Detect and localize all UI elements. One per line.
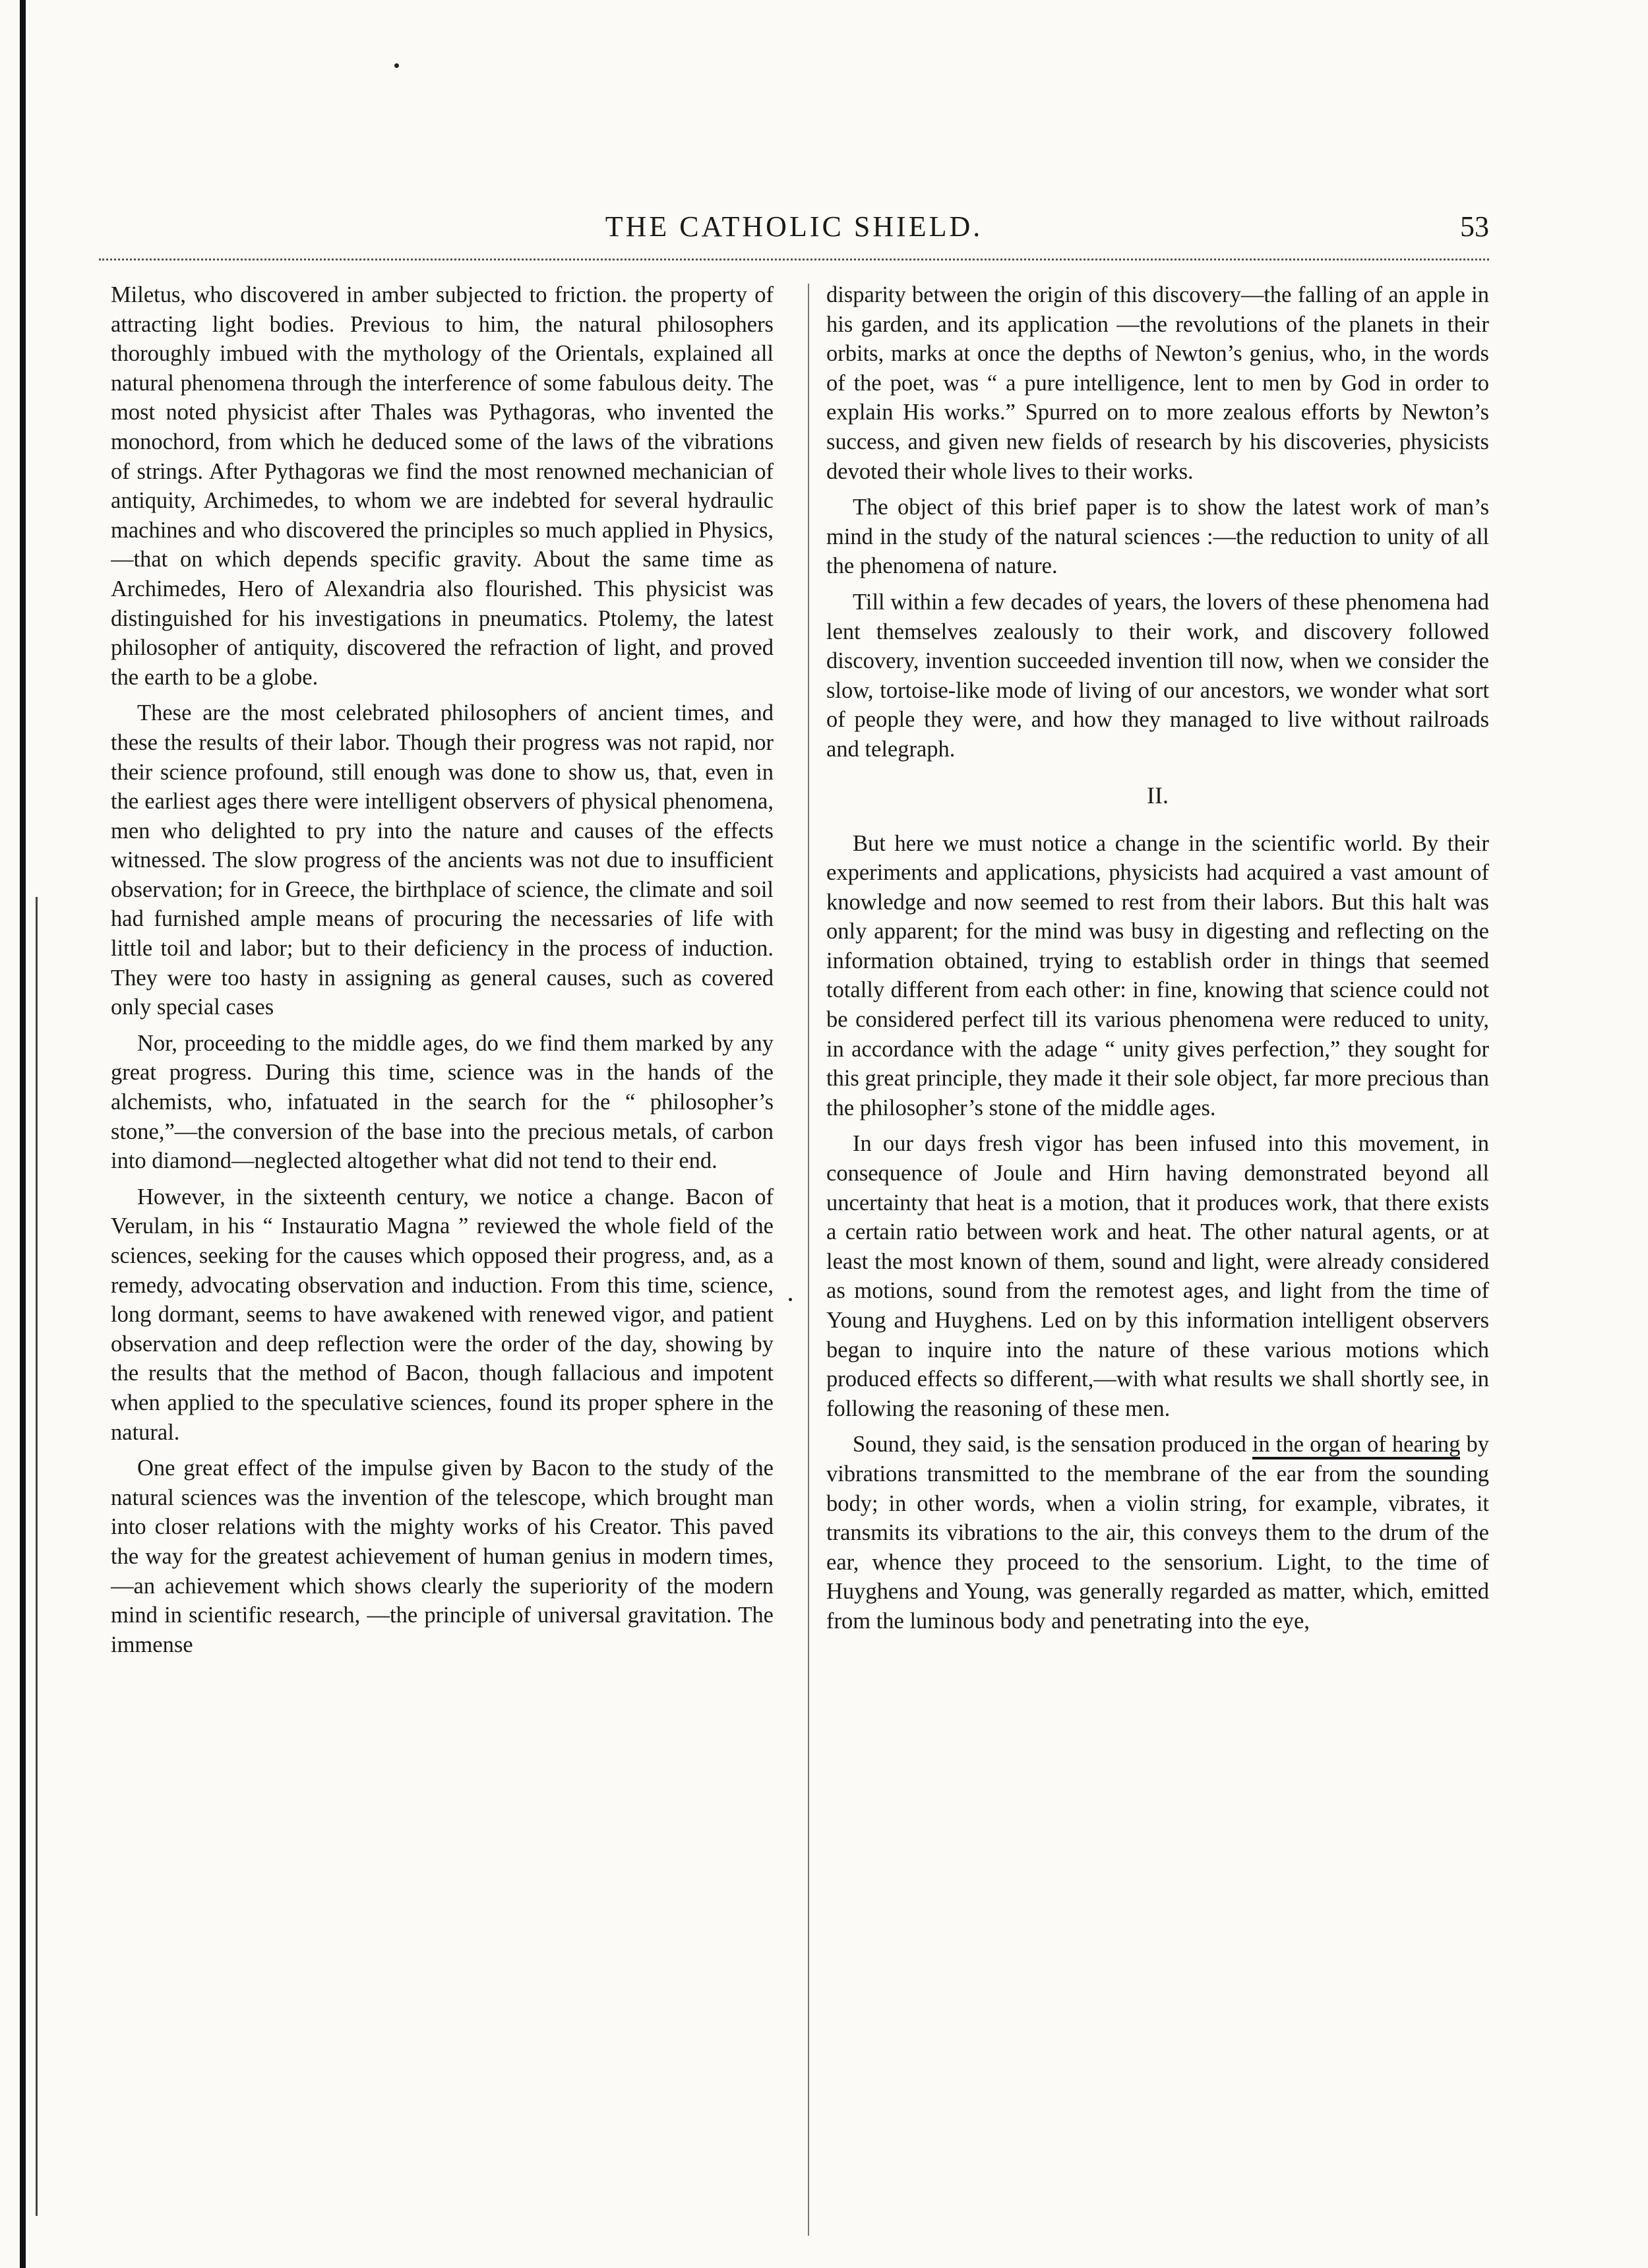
paragraph: Till within a few decades of years, the lovers of these phenomena had lent themselves zealously to their work, and discovery followed discovery, invention succeeded invention till now, when we consider the slow, tortoise-like mode of living of our ancestors, we wonder what sort of people they were, and how they managed to live without railroads and telegraph. [826, 589, 1489, 762]
text-run: by vibrations transmitted to the membrane of the ear from the sounding body; in other words, when a violin string, for example, vibrates, it transmits its vibrations to the air, this conveys them to the drum of the ear, whence they proceed to the sensorium. Light, to the time of Huyghens and Young, was generally regarded as matter, which, emitted from the luminous body and penetrating into the eye, [826, 1432, 1489, 1634]
running-head: THE CATHOLIC SHIELD. [605, 210, 983, 243]
binding-edge-rule [20, 0, 26, 2268]
page-header [99, 210, 1489, 249]
right-column [826, 280, 1489, 2246]
paragraph: Nor, proceeding to the middle ages, do we find them marked by any great progress. During this time, science was in the hands of the alchemists, who, infatuated in the search for the “ philosopher’s stone,”—the conversion of the base into the precious metals, of carbon into diamond—neglected altogether what did not tend to their end. [111, 1030, 774, 1174]
ink-speck [394, 63, 399, 68]
paragraph: In our days fresh vigor has been infused into this movement, in consequence of Joule and Hirn having demonstrated beyond all uncertainty that heat is a motion, that it produces work, that there exists a certain ratio between work and heat. The other natural agents, or at least the most known of them, sound and light, were already considered as motions, sound from the remotest ages, and light from the time of Young and Huyghens. Led on by this information intelligent observers began to inquire into the nature of these various motions which produced effects so different,—with what results we shall shortly see, in following the reasoning of these men. [826, 1131, 1489, 1421]
page-number: 53 [1460, 210, 1489, 243]
paragraph: However, in the sixteenth century, we notice a change. Bacon of Verulam, in his “ Instauratio Magna ” reviewed the whole field of the sciences, seeking for the causes which opposed their progress, and, as a remedy, advocating observation and induction. From this time, science, long dormant, seems to have awakened with renewed vigor, and patient observation and deep reflection were the order of the day, showing by the results that the method of Bacon, though fallacious and impotent when applied to the speculative sciences, found its proper sphere in the natural. [111, 1184, 774, 1445]
header-rule [99, 259, 1489, 262]
handwritten-underline: in the organ of hearing [1252, 1432, 1460, 1459]
paragraph: One great effect of the impulse given by Bacon to the study of the natural sciences was the invention of the telescope, which brought man into closer relations with the mighty works of his Creator. This paved the way for the greatest achievement of human genius in modern times,—an achievement which shows clearly the superiority of the modern mind in scientific research, —the principle of universal gravitation. The immense [111, 1456, 774, 1657]
text-columns [111, 280, 1489, 2246]
binding-edge-shadow [36, 897, 38, 2216]
paragraph-with-annotation [826, 1430, 1489, 1636]
section-numeral: II. [1147, 782, 1169, 809]
paragraph: These are the most celebrated philosophers of ancient times, and these the results of their labor. Though their progress was not rapid, nor their science profound, still enough was done to show us, that, even in the earliest ages there were intelligent observers of physical phenomena, men who delighted to pry into the nature and causes of the effects witnessed. The slow progress of the ancients was not due to insufficient observation; for in Greece, the birthplace of science, the climate and soil had furnished ample means of procuring the necessaries of life with little toil and labor; but to their deficiency in the process of induction. They were too hasty in assigning as general causes, such as covered only special cases [111, 700, 774, 1020]
paragraph: But here we must notice a change in the scientific world. By their experiments and applications, physicists had acquired a vast amount of knowledge and now seemed to rest from their labors. But this halt was only apparent; for the mind was busy in digesting and reflecting on the information obtained, trying to establish order in things that seemed totally different from each other: in fine, knowing that science could not be considered perfect till its various phenomena were reduced to unity, in accordance with the adage “ unity gives perfection,” they sought for this great principle, they made it their sole object, far more precious than the philosopher’s stone of the middle ages. [826, 830, 1489, 1120]
paragraph: The object of this brief paper is to show the latest work of man’s mind in the study of the natural sciences :—the reduction to unity of all the phenomena of nature. [826, 495, 1489, 579]
left-column [111, 280, 774, 2246]
paragraph: Miletus, who discovered in amber subjected to friction. the property of attracting light bodies. Previous to him, the natural philosophers thoroughly imbued with the mythology of the Orientals, explained all natural phenomena through the interference of some fabulous deity. The most noted physicist after Thales was Pythagoras, who invented the monochord, from which he deduced some of the laws of the vibrations of strings. After Pythagoras we find the most renowned mechanician of antiquity, Archimedes, to whom we are indebted for several hydraulic machines and who discovered the principles so much applied in Physics,—that on which depends specific gravity. About the same time as Archimedes, Hero of Alexandria also flourished. This physicist was distinguished for his investigations in pneumatics. Ptolemy, the latest philosopher of antiquity, discovered the refraction of light, and proved the earth to be a globe. [111, 282, 774, 690]
paragraph: disparity between the origin of this discovery—the falling of an apple in his garden, and its application —the revolutions of the planets in their orbits, marks at once the depths of Newton’s genius, who, in the words of the poet, was “ a pure intelligence, lent to men by God in order to explain His works.” Spurred on to more zealous efforts by Newton’s success, and given new fields of research by his discoveries, physicists devoted their whole lives to their works. [826, 282, 1489, 484]
text-run: Sound, they said, is the sensation produced [853, 1432, 1252, 1457]
